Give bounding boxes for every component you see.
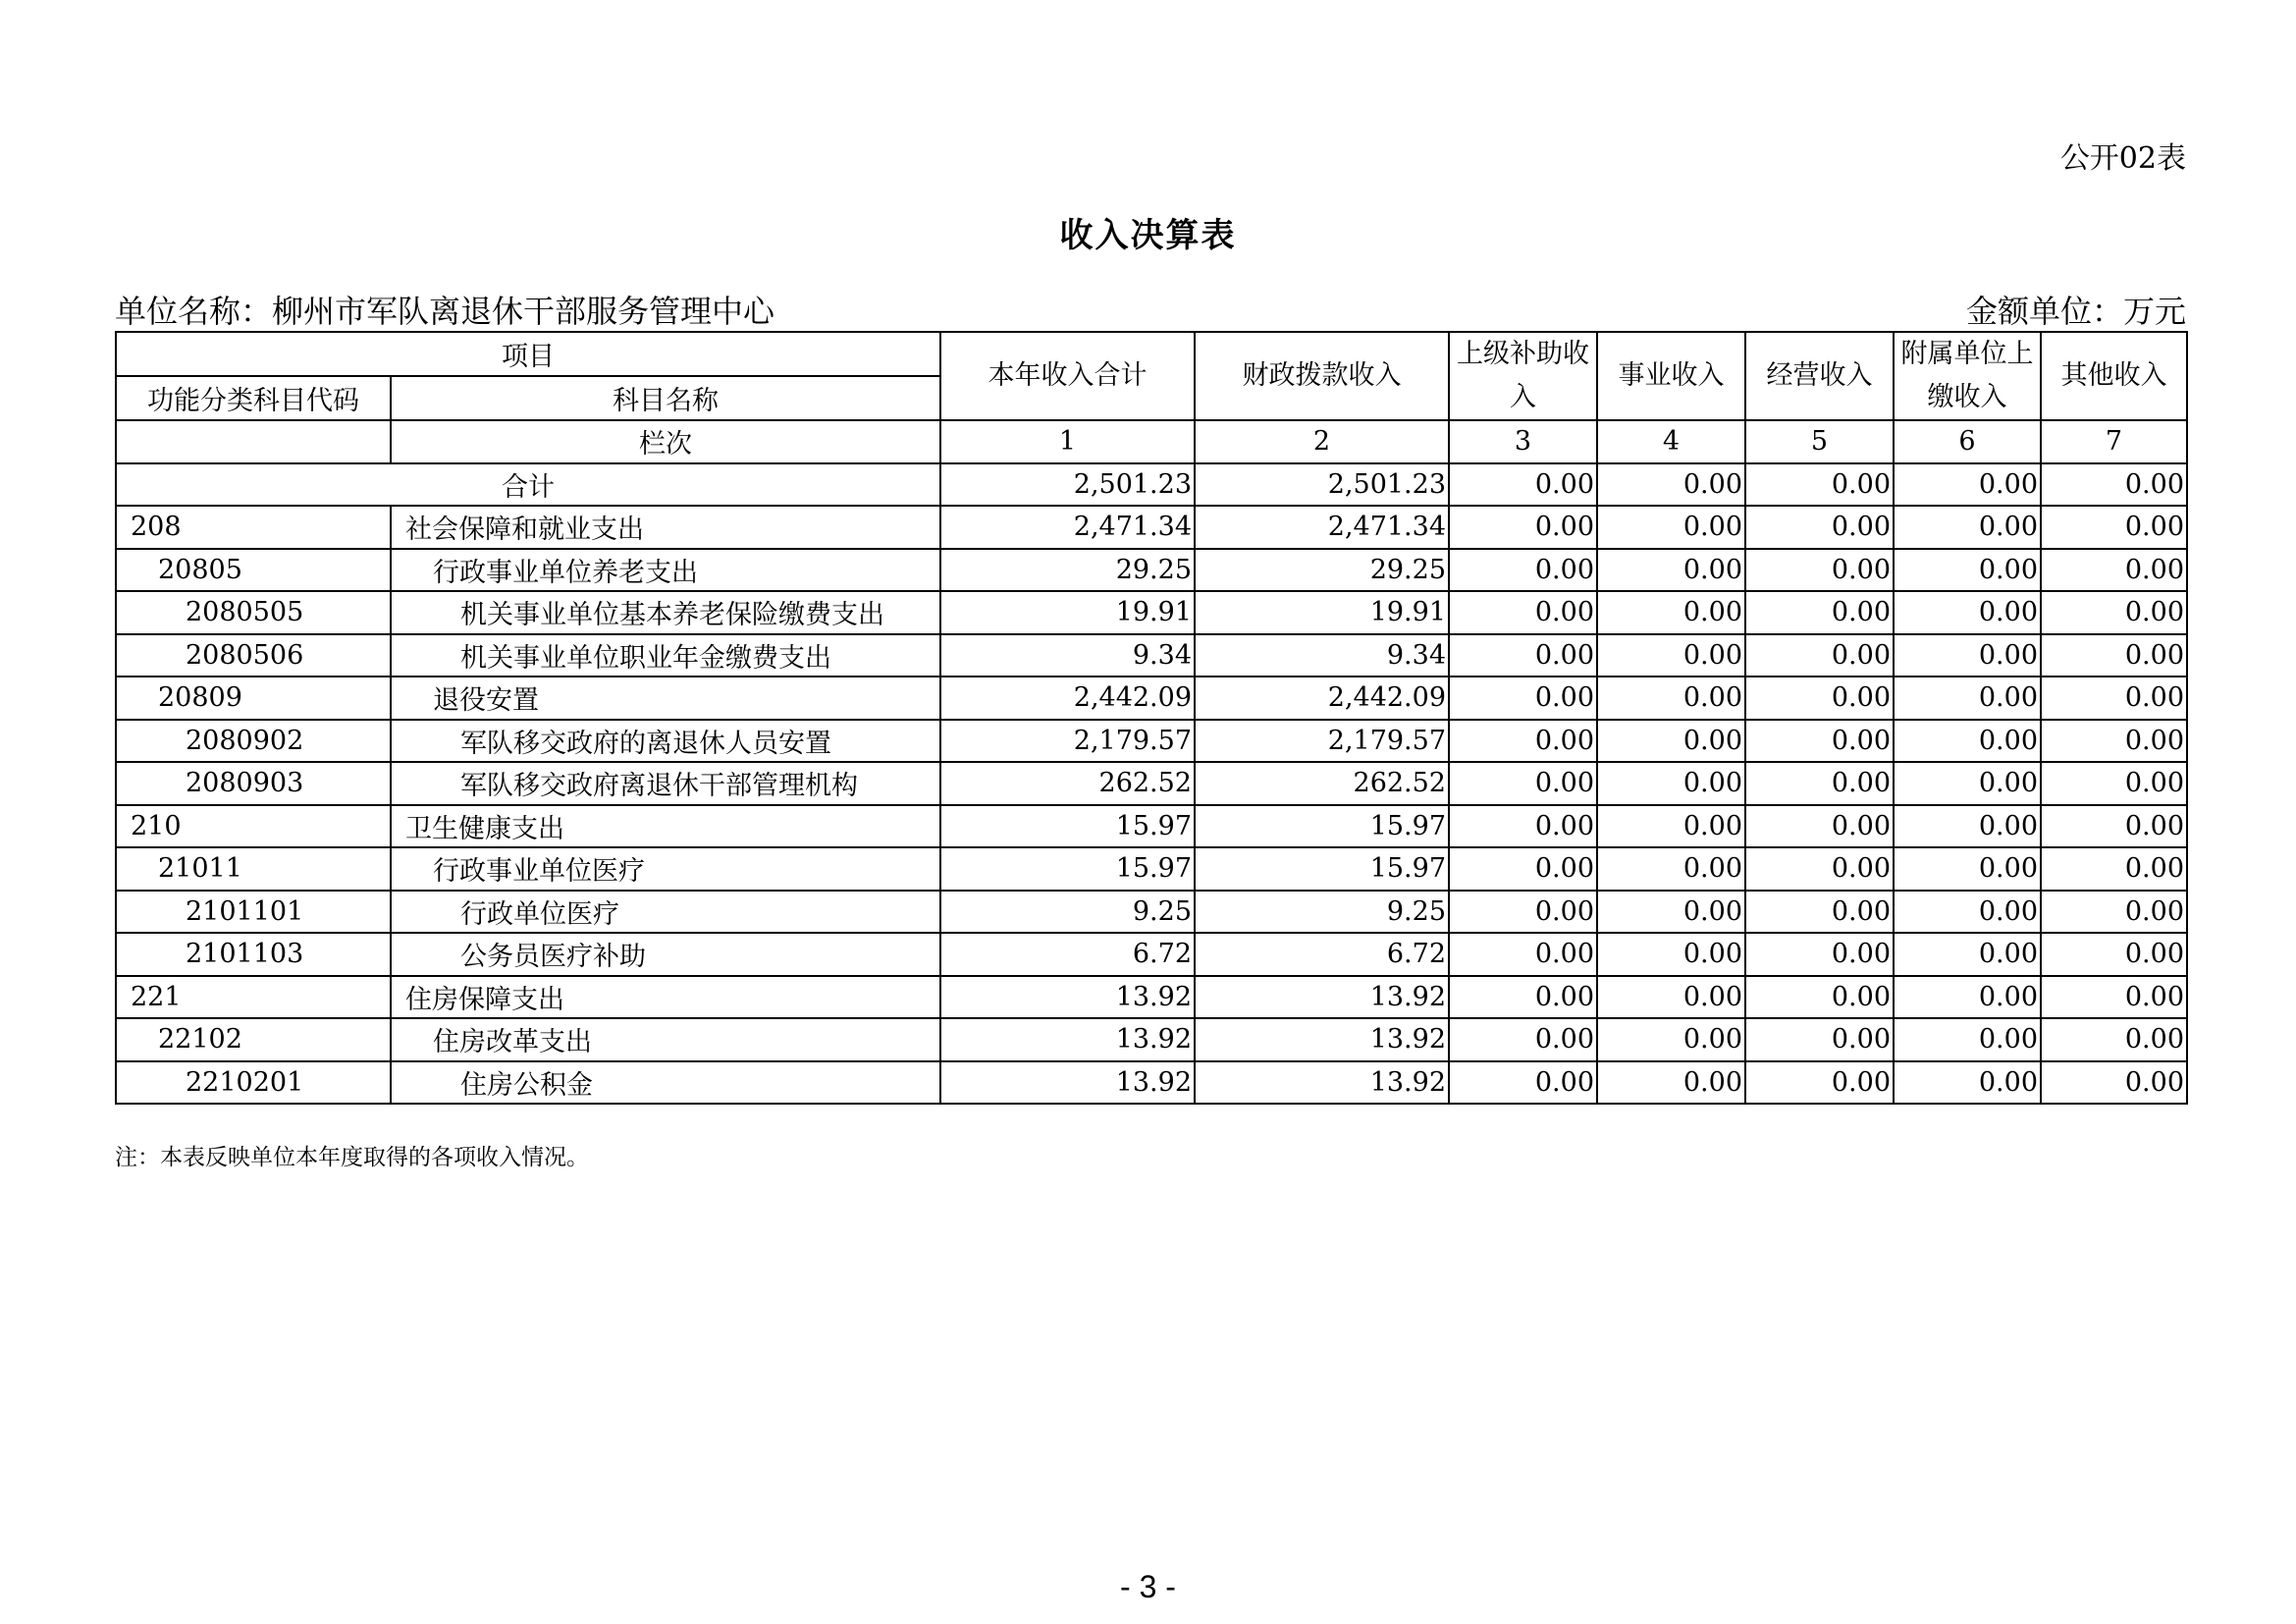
amount-cell: 13.92 [940, 1061, 1195, 1105]
header-col-4: 事业收入 [1597, 332, 1745, 420]
amount-cell: 0.00 [1745, 506, 1894, 549]
amount-cell: 0.00 [1597, 677, 1745, 720]
amount-cell: 0.00 [1597, 591, 1745, 634]
table-row [116, 677, 2187, 720]
total-value: 2,501.23 [940, 463, 1195, 507]
amount-cell: 0.00 [2041, 976, 2187, 1019]
table-row [116, 720, 2187, 763]
amount-cell: 0.00 [2041, 591, 2187, 634]
amount-cell: 0.00 [1745, 1061, 1894, 1105]
amount-cell: 0.00 [1745, 591, 1894, 634]
amount-cell: 13.92 [1195, 976, 1449, 1019]
amount-cell: 0.00 [1894, 1018, 2041, 1061]
function-code: 2080902 [116, 720, 391, 763]
amount-cell: 0.00 [1597, 720, 1745, 763]
amount-cell: 0.00 [1449, 762, 1597, 805]
amount-cell: 29.25 [940, 549, 1195, 592]
header-code: 功能分类科目代码 [116, 376, 391, 420]
amount-cell: 0.00 [1894, 634, 2041, 677]
amount-cell: 0.00 [2041, 506, 2187, 549]
amount-cell: 0.00 [1597, 506, 1745, 549]
subject-name: 机关事业单位职业年金缴费支出 [391, 634, 940, 677]
subject-name: 军队移交政府的离退休人员安置 [391, 720, 940, 763]
amount-cell: 13.92 [1195, 1018, 1449, 1061]
amount-cell: 0.00 [1449, 677, 1597, 720]
table-row [116, 891, 2187, 934]
function-code: 2210201 [116, 1061, 391, 1105]
amount-cell: 0.00 [1894, 891, 2041, 934]
amount-cell: 0.00 [1449, 1018, 1597, 1061]
amount-cell: 0.00 [1449, 933, 1597, 976]
table-note: 注：本表反映单位本年度取得的各项收入情况。 [115, 1145, 589, 1170]
subject-name: 军队移交政府离退休干部管理机构 [391, 762, 940, 805]
subject-name: 卫生健康支出 [391, 805, 940, 848]
index-blank-cell [116, 420, 391, 463]
page-number: - 3 - [1120, 1569, 1176, 1604]
amount-cell: 0.00 [1597, 976, 1745, 1019]
amount-cell: 0.00 [1894, 1061, 2041, 1105]
header-row-index: 栏次 [391, 420, 940, 463]
income-table [115, 331, 2188, 1105]
function-code: 20805 [116, 549, 391, 592]
table-row [116, 506, 2187, 549]
function-code: 2101103 [116, 933, 391, 976]
total-value: 0.00 [1597, 463, 1745, 507]
form-number: 公开02表 [2059, 141, 2186, 176]
amount-cell: 0.00 [2041, 933, 2187, 976]
amount-cell: 0.00 [1745, 847, 1894, 891]
amount-cell: 13.92 [1195, 1061, 1449, 1105]
table-row [116, 634, 2187, 677]
amount-cell: 29.25 [1195, 549, 1449, 592]
total-value: 2,501.23 [1195, 463, 1449, 507]
function-code: 21011 [116, 847, 391, 891]
amount-cell: 0.00 [1597, 933, 1745, 976]
table-row [116, 1018, 2187, 1061]
header-col-3: 上级补助收入 [1449, 332, 1597, 420]
amount-cell: 0.00 [1597, 1018, 1745, 1061]
table-row [116, 847, 2187, 891]
amount-cell: 0.00 [1597, 805, 1745, 848]
function-code: 2080903 [116, 762, 391, 805]
amount-cell: 0.00 [1745, 1018, 1894, 1061]
total-value: 0.00 [1745, 463, 1894, 507]
amount-cell: 0.00 [2041, 762, 2187, 805]
header-col-7: 其他收入 [2041, 332, 2187, 420]
amount-cell: 0.00 [1894, 506, 2041, 549]
amount-cell: 0.00 [2041, 634, 2187, 677]
amount-cell: 0.00 [1745, 549, 1894, 592]
subject-name: 行政单位医疗 [391, 891, 940, 934]
unit-name: 单位名称：柳州市军队离退休干部服务管理中心 [115, 293, 775, 330]
amount-cell: 0.00 [1894, 805, 2041, 848]
subject-name: 住房保障支出 [391, 976, 940, 1019]
total-value: 0.00 [1449, 463, 1597, 507]
amount-cell: 0.00 [1745, 677, 1894, 720]
amount-cell: 0.00 [1894, 933, 2041, 976]
total-value: 0.00 [2041, 463, 2187, 507]
amount-cell: 0.00 [1745, 634, 1894, 677]
total-row [116, 463, 2187, 507]
amount-cell: 13.92 [940, 1018, 1195, 1061]
header-col-5: 经营收入 [1745, 332, 1894, 420]
amount-cell: 0.00 [1745, 762, 1894, 805]
amount-cell: 6.72 [940, 933, 1195, 976]
header-col-1: 本年收入合计 [940, 332, 1195, 420]
table-row [116, 549, 2187, 592]
amount-cell: 9.34 [1195, 634, 1449, 677]
amount-cell: 0.00 [1597, 891, 1745, 934]
amount-cell: 2,179.57 [940, 720, 1195, 763]
amount-cell: 0.00 [2041, 891, 2187, 934]
header-col-2: 财政拨款收入 [1195, 332, 1449, 420]
col-num-3: 3 [1449, 420, 1597, 463]
amount-cell: 0.00 [2041, 1061, 2187, 1105]
amount-cell: 6.72 [1195, 933, 1449, 976]
amount-cell: 0.00 [2041, 847, 2187, 891]
amount-cell: 0.00 [1894, 677, 2041, 720]
amount-cell: 0.00 [1597, 847, 1745, 891]
header-project: 项目 [116, 332, 940, 376]
col-num-4: 4 [1597, 420, 1745, 463]
amount-cell: 0.00 [1745, 976, 1894, 1019]
amount-cell: 0.00 [1449, 720, 1597, 763]
amount-cell: 15.97 [1195, 847, 1449, 891]
amount-cell: 19.91 [940, 591, 1195, 634]
function-code: 2080505 [116, 591, 391, 634]
col-num-7: 7 [2041, 420, 2187, 463]
amount-cell: 262.52 [940, 762, 1195, 805]
amount-cell: 0.00 [1894, 762, 2041, 805]
col-num-6: 6 [1894, 420, 2041, 463]
amount-cell: 0.00 [1449, 976, 1597, 1019]
subject-name: 退役安置 [391, 677, 940, 720]
amount-cell: 0.00 [2041, 1018, 2187, 1061]
amount-cell: 0.00 [1745, 891, 1894, 934]
amount-cell: 0.00 [1597, 549, 1745, 592]
amount-cell: 9.25 [940, 891, 1195, 934]
subject-name: 行政事业单位医疗 [391, 847, 940, 891]
total-value: 0.00 [1894, 463, 2041, 507]
col-num-5: 5 [1745, 420, 1894, 463]
amount-cell: 9.34 [940, 634, 1195, 677]
function-code: 208 [116, 506, 391, 549]
table-row [116, 591, 2187, 634]
table-row [116, 1061, 2187, 1105]
amount-cell: 2,442.09 [940, 677, 1195, 720]
amount-cell: 0.00 [1894, 591, 2041, 634]
amount-cell: 0.00 [1449, 549, 1597, 592]
amount-cell: 15.97 [940, 847, 1195, 891]
amount-cell: 19.91 [1195, 591, 1449, 634]
amount-cell: 0.00 [1449, 805, 1597, 848]
function-code: 2080506 [116, 634, 391, 677]
col-num-2: 2 [1195, 420, 1449, 463]
function-code: 210 [116, 805, 391, 848]
table-row [116, 976, 2187, 1019]
function-code: 221 [116, 976, 391, 1019]
amount-cell: 0.00 [1745, 933, 1894, 976]
amount-cell: 0.00 [2041, 677, 2187, 720]
function-code: 20809 [116, 677, 391, 720]
amount-cell: 0.00 [2041, 549, 2187, 592]
amount-cell: 0.00 [1449, 634, 1597, 677]
amount-cell: 0.00 [1745, 805, 1894, 848]
amount-cell: 0.00 [1894, 847, 2041, 891]
amount-cell: 2,471.34 [1195, 506, 1449, 549]
amount-cell: 2,442.09 [1195, 677, 1449, 720]
amount-cell: 0.00 [1449, 891, 1597, 934]
subject-name: 公务员医疗补助 [391, 933, 940, 976]
header-name: 科目名称 [391, 376, 940, 420]
amount-cell: 0.00 [2041, 805, 2187, 848]
amount-cell: 0.00 [1449, 591, 1597, 634]
subject-name: 行政事业单位养老支出 [391, 549, 940, 592]
amount-cell: 15.97 [940, 805, 1195, 848]
page-title: 收入决算表 [1059, 216, 1237, 255]
amount-cell: 0.00 [1745, 720, 1894, 763]
amount-cell: 9.25 [1195, 891, 1449, 934]
subject-name: 住房改革支出 [391, 1018, 940, 1061]
subject-name: 机关事业单位基本养老保险缴费支出 [391, 591, 940, 634]
amount-cell: 262.52 [1195, 762, 1449, 805]
amount-cell: 0.00 [1449, 506, 1597, 549]
amount-cell: 15.97 [1195, 805, 1449, 848]
table-row [116, 933, 2187, 976]
amount-cell: 0.00 [1449, 1061, 1597, 1105]
amount-cell: 0.00 [1449, 847, 1597, 891]
function-code: 2101101 [116, 891, 391, 934]
amount-cell: 0.00 [2041, 720, 2187, 763]
amount-cell: 0.00 [1894, 720, 2041, 763]
total-label: 合计 [116, 463, 940, 507]
header-col-6: 附属单位上缴收入 [1894, 332, 2041, 420]
amount-cell: 2,179.57 [1195, 720, 1449, 763]
subject-name: 住房公积金 [391, 1061, 940, 1105]
col-num-1: 1 [940, 420, 1195, 463]
function-code: 22102 [116, 1018, 391, 1061]
amount-cell: 0.00 [1597, 634, 1745, 677]
table-row [116, 805, 2187, 848]
amount-cell: 0.00 [1894, 549, 2041, 592]
amount-cell: 13.92 [940, 976, 1195, 1019]
amount-unit: 金额单位：万元 [1965, 293, 2186, 330]
amount-cell: 2,471.34 [940, 506, 1195, 549]
amount-cell: 0.00 [1597, 762, 1745, 805]
table-row [116, 762, 2187, 805]
subject-name: 社会保障和就业支出 [391, 506, 940, 549]
amount-cell: 0.00 [1597, 1061, 1745, 1105]
amount-cell: 0.00 [1894, 976, 2041, 1019]
